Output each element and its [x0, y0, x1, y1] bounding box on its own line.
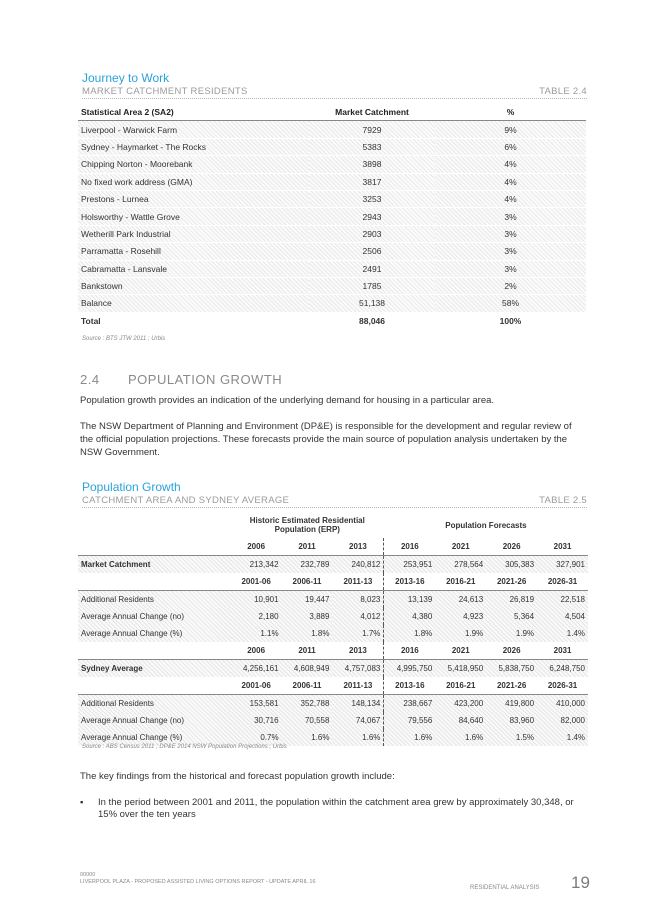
population-forecasts-header: Population Forecasts	[445, 520, 527, 530]
area-name-cell: Holsworthy - Wattle Grove	[78, 208, 309, 225]
value-cell: 2013-16	[384, 677, 435, 695]
market-catchment-cell: 1785	[309, 277, 435, 294]
journey-to-work-table	[78, 104, 586, 329]
market-catchment-cell: 2903	[309, 225, 435, 242]
paragraph-intro: Population growth provides an indication of the underlying demand for housing in a particular area.	[80, 395, 495, 406]
value-cell: 1.9%	[435, 625, 486, 642]
value-cell: 8,023	[332, 591, 383, 609]
catchment-area-label: CATCHMENT AREA AND SYDNEY AVERAGE	[82, 495, 290, 506]
value-cell: 13,139	[384, 591, 435, 609]
market-catchment-cell: 3898	[309, 156, 435, 173]
value-cell: 153,581	[231, 695, 282, 713]
value-cell: 1.4%	[537, 729, 588, 746]
value-cell: 2006-11	[282, 677, 333, 695]
value-cell: 2006-11	[282, 573, 333, 591]
value-cell: 5,838,750	[486, 660, 537, 678]
total-row	[78, 312, 586, 329]
market-catchment-cell: 51,138	[309, 295, 435, 312]
market-catchment-cell: 3253	[309, 190, 435, 207]
period-header-row	[78, 573, 588, 591]
area-name-cell: Cabramatta - Lansvale	[78, 260, 309, 277]
area-name-cell: No fixed work address (GMA)	[78, 173, 309, 190]
value-cell: 148,134	[332, 695, 383, 713]
value-cell: 278,564	[435, 556, 486, 574]
percent-cell: 3%	[435, 260, 586, 277]
value-cell: 4,608,949	[282, 660, 333, 678]
value-cell: 2026-31	[537, 573, 588, 591]
footer-report-title: LIVERPOOL PLAZA - PROPOSED ASSISTED LIVING OPTIONS REPORT - UPDATE APRIL 16	[80, 879, 316, 885]
table-row	[78, 190, 586, 207]
year-header-row	[78, 642, 588, 660]
value-cell: 1.7%	[332, 625, 383, 642]
table-row	[78, 138, 586, 155]
market-catchment-cell: 2506	[309, 243, 435, 260]
area-name-cell: Prestons - Lurnea	[78, 190, 309, 207]
total-cell: 88,046	[309, 312, 435, 329]
area-name-cell: Wetherill Park Industrial	[78, 225, 309, 242]
market-catchment-cell: 2491	[309, 260, 435, 277]
value-cell: 1.1%	[231, 625, 282, 642]
value-cell: 423,200	[435, 695, 486, 713]
col-header-percent: %	[435, 104, 586, 121]
value-cell: 26,819	[486, 591, 537, 609]
value-cell: 2016	[384, 642, 435, 660]
row-label	[78, 677, 231, 695]
catchment-stat-row	[78, 608, 588, 625]
footer-left	[80, 872, 316, 886]
value-cell: 1.6%	[435, 729, 486, 746]
value-cell: 410,000	[537, 695, 588, 713]
group-header-row	[78, 512, 588, 538]
value-cell: 2001-06	[231, 573, 282, 591]
value-cell: 83,960	[486, 712, 537, 729]
value-cell: 22,518	[537, 591, 588, 609]
value-cell: 2021-26	[486, 677, 537, 695]
paragraph-dpe: The NSW Department of Planning and Environment (DP&E) is responsible for the development and regular review of the official population projections. These forecasts provide the main source of population analysis undertaken by the NSW Government.	[80, 421, 572, 458]
value-cell: 70,558	[282, 712, 333, 729]
value-cell: 4,757,083	[332, 660, 383, 678]
table-row	[78, 295, 586, 312]
value-cell: 1.6%	[282, 729, 333, 746]
value-cell: 2031	[537, 642, 588, 660]
table-2-4-label: TABLE 2.4	[539, 86, 587, 97]
key-findings-intro: The key findings from the historical and forecast population growth include:	[80, 771, 395, 782]
value-cell: 2026-31	[537, 677, 588, 695]
market-catchment-row	[78, 556, 588, 574]
value-cell: 1.8%	[384, 625, 435, 642]
value-cell: 253,951	[384, 556, 435, 574]
section-number: 2.4	[80, 372, 100, 387]
value-cell: 240,812	[332, 556, 383, 574]
section-heading	[80, 372, 282, 387]
percent-cell: 4%	[435, 173, 586, 190]
market-catchment-residents-label: MARKET CATCHMENT RESIDENTS	[82, 86, 248, 97]
table-2-5-source: Source : ABS Census 2011 ; DP&E 2014 NSW Population Projections ; Urbis	[82, 744, 287, 750]
value-cell: 19,447	[282, 591, 333, 609]
value-cell: 213,342	[231, 556, 282, 574]
value-cell: 5,418,950	[435, 660, 486, 678]
bullet-icon: ▪	[80, 797, 84, 808]
journey-to-work-rows	[78, 121, 586, 329]
row-label	[78, 573, 231, 591]
value-cell: 4,995,750	[384, 660, 435, 678]
table-row	[78, 156, 586, 173]
value-cell: 4,504	[537, 608, 588, 625]
row-label	[78, 642, 231, 660]
value-cell: 2016-21	[435, 677, 486, 695]
percent-cell: 6%	[435, 138, 586, 155]
population-growth-title: Population Growth	[82, 480, 181, 494]
row-label: Average Annual Change (%)	[78, 729, 231, 746]
value-cell: 4,012	[332, 608, 383, 625]
area-name-cell: Chipping Norton - Moorebank	[78, 156, 309, 173]
value-cell: 2011-13	[332, 677, 383, 695]
sydney-average-row	[78, 660, 588, 678]
value-cell: 4,923	[435, 608, 486, 625]
value-cell: 79,556	[384, 712, 435, 729]
table-row	[78, 121, 586, 138]
value-cell: 232,789	[282, 556, 333, 574]
value-cell: 2011	[282, 642, 333, 660]
value-cell: 2026	[486, 642, 537, 660]
value-cell: 2013	[332, 642, 383, 660]
period-header-row	[78, 677, 588, 695]
percent-cell: 3%	[435, 208, 586, 225]
value-cell: 2011-13	[332, 573, 383, 591]
footer-code: 00000	[80, 872, 96, 878]
catchment-stat-row	[78, 625, 588, 642]
table-2-5-subtitle	[82, 495, 587, 508]
table-header-row	[78, 104, 586, 121]
market-catchment-cell: 5383	[309, 138, 435, 155]
area-name-cell: Bankstown	[78, 277, 309, 294]
row-label: Sydney Average	[78, 660, 231, 678]
value-cell: 74,067	[332, 712, 383, 729]
row-label: Market Catchment	[78, 556, 231, 574]
percent-cell: 2%	[435, 277, 586, 294]
table-row	[78, 173, 586, 190]
row-label: Additional Residents	[78, 591, 231, 609]
table-row	[78, 225, 586, 242]
value-cell: 327,901	[537, 556, 588, 574]
area-name-cell: Balance	[78, 295, 309, 312]
area-name-cell: Parramatta - Rosehill	[78, 243, 309, 260]
table-row	[78, 208, 586, 225]
percent-cell: 4%	[435, 190, 586, 207]
value-cell: 4,380	[384, 608, 435, 625]
table-2-4-source: Source : BTS JTW 2011 ; Urbis	[82, 336, 166, 342]
historic-erp-header: Historic Estimated Residential Population (ERP)	[249, 516, 365, 534]
footer-section-name: RESIDENTIAL ANALYSIS	[470, 885, 540, 891]
table-2-4-subtitle	[82, 86, 587, 99]
value-cell: 2021	[435, 642, 486, 660]
percent-cell: 9%	[435, 121, 586, 138]
percent-cell: 3%	[435, 225, 586, 242]
value-cell: 4,256,161	[231, 660, 282, 678]
population-growth-table	[78, 512, 588, 746]
value-cell: 2013-16	[384, 573, 435, 591]
value-cell: 2,180	[231, 608, 282, 625]
value-cell: 82,000	[537, 712, 588, 729]
value-cell: 1.6%	[384, 729, 435, 746]
value-cell: 1.9%	[486, 625, 537, 642]
col-header-market-catchment: Market Catchment	[309, 104, 435, 121]
catchment-stat-row	[78, 591, 588, 609]
market-catchment-cell: 7929	[309, 121, 435, 138]
value-cell: 2021	[435, 538, 486, 556]
value-cell: 238,667	[384, 695, 435, 713]
value-cell: 1.8%	[282, 625, 333, 642]
value-cell: 2021-26	[486, 573, 537, 591]
value-cell: 2026	[486, 538, 537, 556]
value-cell: 3,889	[282, 608, 333, 625]
value-cell: 5,364	[486, 608, 537, 625]
year-header-row	[78, 538, 588, 556]
value-cell: 2013	[332, 538, 383, 556]
value-cell: 6,248,750	[537, 660, 588, 678]
value-cell: 2016	[384, 538, 435, 556]
value-cell: 2011	[282, 538, 333, 556]
table-row	[78, 277, 586, 294]
value-cell: 2006	[231, 642, 282, 660]
row-label: Average Annual Change (no)	[78, 712, 231, 729]
percent-cell: 4%	[435, 156, 586, 173]
value-cell: 352,788	[282, 695, 333, 713]
section-title: POPULATION GROWTH	[128, 372, 283, 387]
value-cell: 2001-06	[231, 677, 282, 695]
sydney-stat-row	[78, 712, 588, 729]
percent-cell: 3%	[435, 243, 586, 260]
total-cell: 100%	[435, 312, 586, 329]
sydney-stat-row	[78, 695, 588, 713]
value-cell: 10,901	[231, 591, 282, 609]
page-number: 19	[571, 873, 590, 892]
total-cell: Total	[78, 312, 309, 329]
area-name-cell: Sydney - Haymarket - The Rocks	[78, 138, 309, 155]
area-name-cell: Liverpool - Warwick Farm	[78, 121, 309, 138]
value-cell: 419,800	[486, 695, 537, 713]
value-cell: 24,613	[435, 591, 486, 609]
market-catchment-cell: 2943	[309, 208, 435, 225]
value-cell: 2031	[537, 538, 588, 556]
table-2-5-label: TABLE 2.5	[539, 495, 587, 506]
value-cell: 2006	[231, 538, 282, 556]
row-label	[78, 538, 231, 556]
row-label: Average Annual Change (%)	[78, 625, 231, 642]
journey-to-work-title: Journey to Work	[82, 71, 170, 85]
value-cell: 2016-21	[435, 573, 486, 591]
value-cell: 305,383	[486, 556, 537, 574]
percent-cell: 58%	[435, 295, 586, 312]
value-cell: 0.7%	[231, 729, 282, 746]
value-cell: 84,640	[435, 712, 486, 729]
value-cell: 1.4%	[537, 625, 588, 642]
value-cell: 1.5%	[486, 729, 537, 746]
col-header-sa2: Statistical Area 2 (SA2)	[78, 104, 309, 121]
table-row	[78, 243, 586, 260]
row-label: Additional Residents	[78, 695, 231, 713]
population-growth-rows	[78, 512, 588, 746]
bullet-text: In the period between 2001 and 2011, the population within the catchment area grew by approximately 30,348, or 15% over the ten years	[98, 797, 574, 820]
table-row	[78, 260, 586, 277]
row-label: Average Annual Change (no)	[78, 608, 231, 625]
value-cell: 1.6%	[332, 729, 383, 746]
value-cell: 30,716	[231, 712, 282, 729]
market-catchment-cell: 3817	[309, 173, 435, 190]
